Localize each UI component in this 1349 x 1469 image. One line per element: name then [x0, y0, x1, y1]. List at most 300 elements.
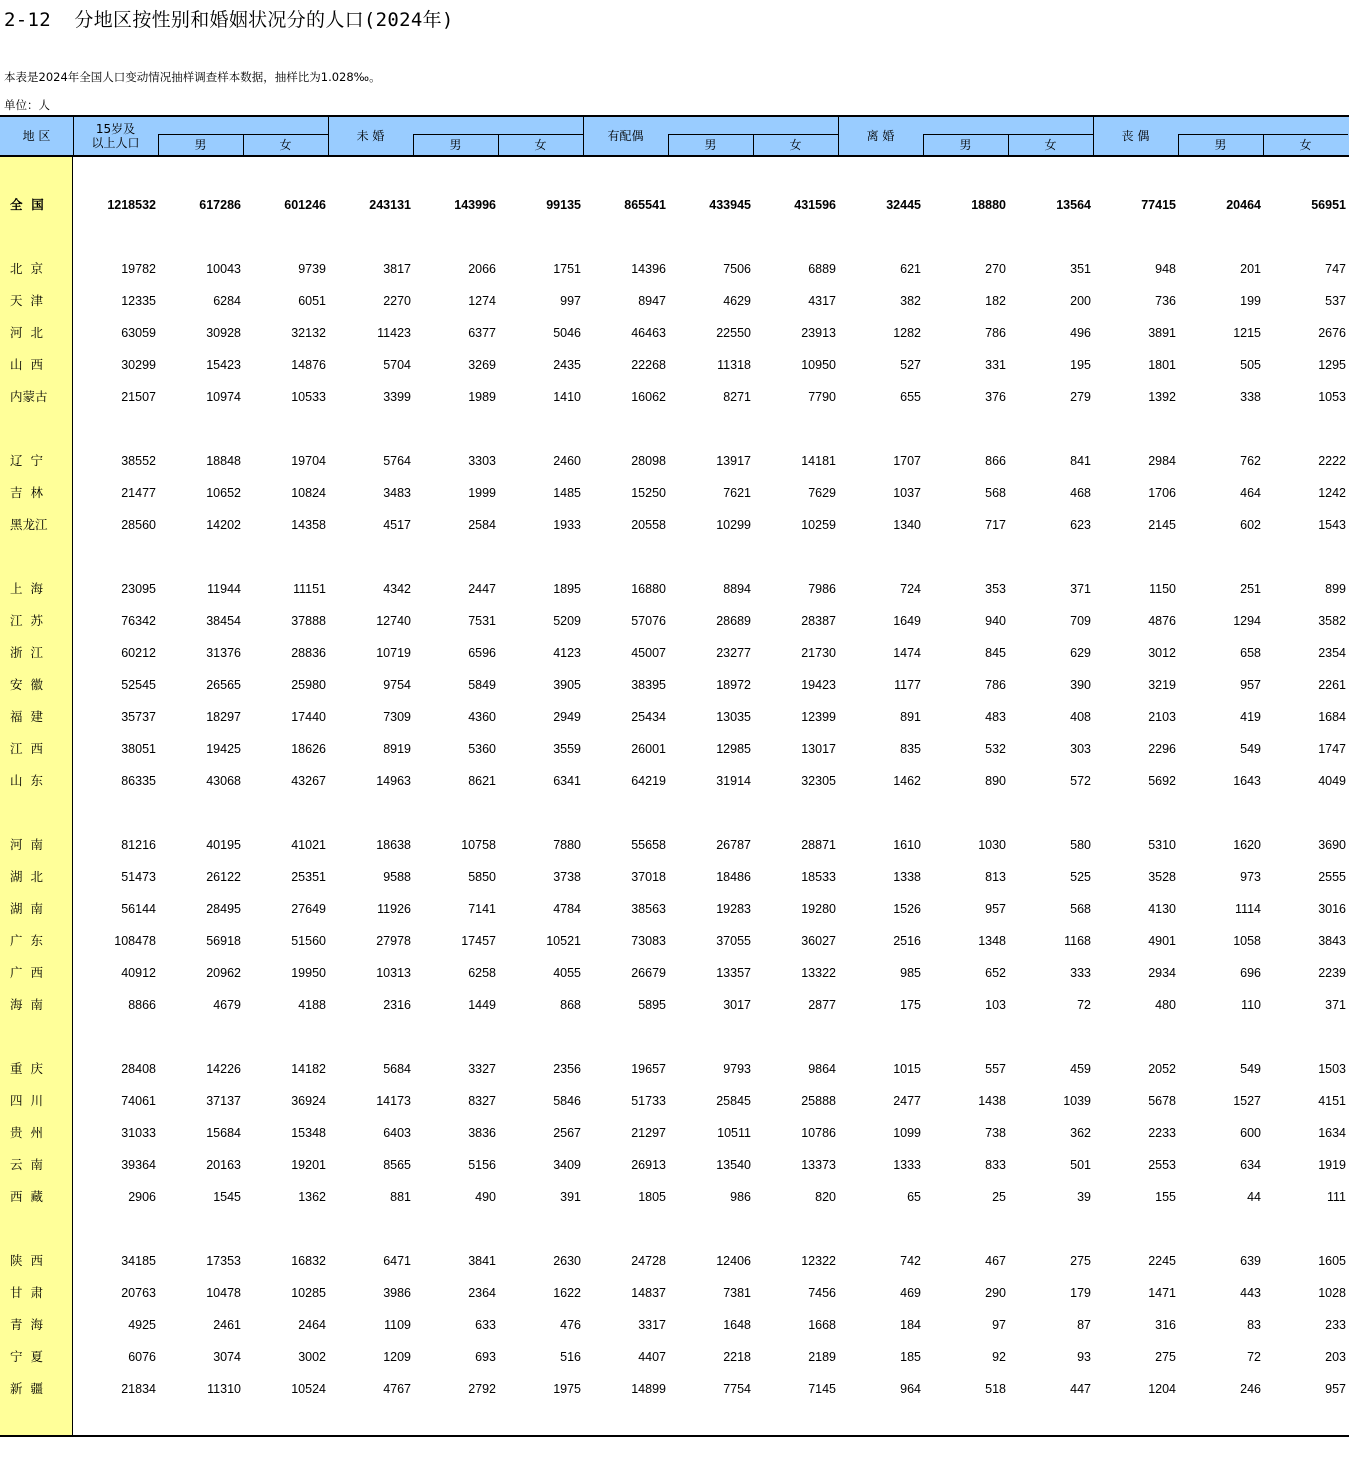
region-label: 江 苏: [10, 613, 43, 628]
region-label: 黑龙江: [10, 517, 48, 532]
table-cell: 532: [985, 742, 1006, 756]
table-cell: 1471: [1148, 1286, 1176, 1300]
table-cell: 11151: [293, 582, 326, 596]
header-sub-column-divider: [1178, 134, 1179, 155]
header-group-0: 15岁及 以上人口: [91, 122, 140, 150]
table-cell: 3327: [468, 1062, 496, 1076]
table-cell: 9754: [383, 678, 411, 692]
table-cell: 2984: [1148, 454, 1176, 468]
table-cell: 985: [900, 966, 921, 980]
table-cell: 6284: [213, 294, 241, 308]
table-cell: 8919: [383, 742, 411, 756]
table-cell: 35737: [121, 710, 156, 724]
table-cell: 21507: [121, 390, 156, 404]
header-sub-column-divider: [923, 134, 924, 155]
table-cell: 5046: [553, 326, 581, 340]
table-cell: 185: [900, 1350, 921, 1364]
table-cell: 5678: [1148, 1094, 1176, 1108]
table-cell: 1526: [893, 902, 921, 916]
table-cell: 948: [1155, 262, 1176, 276]
table-cell: 8894: [723, 582, 751, 596]
table-cell: 4049: [1318, 774, 1346, 788]
table-cell: 20163: [206, 1158, 241, 1172]
region-label: 四 川: [10, 1093, 43, 1108]
table-cell: 38454: [206, 614, 241, 628]
table-cell: 2447: [468, 582, 496, 596]
table-cell: 270: [985, 262, 1006, 276]
table-cell: 1706: [1148, 486, 1176, 500]
region-label: 山 东: [10, 773, 43, 788]
table-cell: 1747: [1318, 742, 1346, 756]
table-cell: 2477: [893, 1094, 921, 1108]
table-cell: 973: [1240, 870, 1261, 884]
table-cell: 2354: [1318, 646, 1346, 660]
table-cell: 1348: [978, 934, 1006, 948]
table-cell: 28495: [206, 902, 241, 916]
table-cell: 4901: [1148, 934, 1176, 948]
table-cell: 4188: [298, 998, 326, 1012]
table-cell: 940: [985, 614, 1006, 628]
table-cell: 2906: [128, 1190, 156, 1204]
table-cell: 3317: [638, 1318, 666, 1332]
table-cell: 600: [1240, 1126, 1261, 1140]
region-label: 甘 肃: [10, 1285, 43, 1300]
table-cell: 14202: [206, 518, 241, 532]
table-cell: 18848: [206, 454, 241, 468]
table-cell: 10478: [206, 1286, 241, 1300]
table-cell: 1150: [1149, 582, 1176, 596]
header-male-1: 男: [449, 138, 462, 152]
table-cell: 6341: [553, 774, 581, 788]
table-cell: 19782: [121, 262, 156, 276]
region-label: 湖 南: [10, 901, 43, 916]
table-cell: 11318: [717, 358, 751, 372]
table-cell: 26122: [206, 870, 241, 884]
table-cell: 1462: [893, 774, 921, 788]
table-cell: 813: [985, 870, 1006, 884]
table-cell: 40195: [206, 838, 241, 852]
table-cell: 4130: [1148, 902, 1176, 916]
table-cell: 2103: [1148, 710, 1176, 724]
table-cell: 572: [1070, 774, 1091, 788]
table-cell: 2553: [1148, 1158, 1176, 1172]
table-cell: 40912: [121, 966, 156, 980]
region-label: 安 徽: [10, 677, 43, 692]
table-cell: 1039: [1063, 1094, 1091, 1108]
table-cell: 5846: [553, 1094, 581, 1108]
table-cell: 1109: [384, 1318, 411, 1332]
table-cell: 1015: [893, 1062, 921, 1076]
table-cell: 549: [1240, 742, 1261, 756]
table-cell: 65: [907, 1190, 921, 1204]
table-cell: 5209: [553, 614, 581, 628]
table-cell: 19283: [716, 902, 751, 916]
table-cell: 957: [1240, 678, 1261, 692]
table-cell: 41021: [291, 838, 326, 852]
table-cell: 602: [1240, 518, 1261, 532]
table-cell: 14181: [801, 454, 836, 468]
table-cell: 10758: [461, 838, 496, 852]
table-cell: 1622: [553, 1286, 581, 1300]
table-cell: 1099: [893, 1126, 921, 1140]
table-cell: 2270: [383, 294, 411, 308]
table-cell: 31033: [121, 1126, 156, 1140]
table-cell: 476: [560, 1318, 581, 1332]
table-cell: 30299: [121, 358, 156, 372]
table-cell: 3905: [553, 678, 581, 692]
table-cell: 51560: [291, 934, 326, 948]
table-cell: 7145: [808, 1382, 836, 1396]
table-cell: 18486: [716, 870, 751, 884]
table-cell: 1338: [893, 870, 921, 884]
region-label: 河 南: [10, 837, 43, 852]
table-cell: 655: [900, 390, 921, 404]
table-cell: 1218532: [107, 198, 156, 212]
region-label: 宁 夏: [10, 1349, 43, 1364]
table-cell: 1620: [1233, 838, 1261, 852]
table-cell: 833: [985, 1158, 1006, 1172]
table-cell: 2316: [383, 998, 411, 1012]
table-cell: 7986: [808, 582, 836, 596]
table-cell: 3843: [1318, 934, 1346, 948]
table-cell: 3074: [213, 1350, 241, 1364]
table-cell: 15423: [206, 358, 241, 372]
table-cell: 371: [1325, 998, 1346, 1012]
table-cell: 23277: [716, 646, 751, 660]
table-cell: 81216: [121, 838, 156, 852]
table-cell: 1643: [1233, 774, 1261, 788]
table-cell: 18638: [376, 838, 411, 852]
table-cell: 2792: [468, 1382, 496, 1396]
table-cell: 634: [1240, 1158, 1261, 1172]
table-cell: 28871: [801, 838, 836, 852]
table-cell: 2189: [808, 1350, 836, 1364]
table-cell: 1449: [468, 998, 496, 1012]
table-cell: 10259: [801, 518, 836, 532]
table-cell: 1274: [468, 294, 496, 308]
header-group-3: 离 婚: [866, 129, 895, 143]
table-cell: 143996: [454, 198, 496, 212]
table-cell: 391: [560, 1190, 581, 1204]
table-cell: 8947: [638, 294, 666, 308]
table-cell: 537: [1325, 294, 1346, 308]
table-cell: 14963: [376, 774, 411, 788]
table-cell: 10719: [376, 646, 411, 660]
region-label: 河 北: [10, 325, 43, 340]
table-cell: 2461: [213, 1318, 241, 1332]
table-cell: 736: [1155, 294, 1176, 308]
table-cell: 13357: [716, 966, 751, 980]
table-cell: 7531: [468, 614, 496, 628]
table-cell: 52545: [121, 678, 156, 692]
table-cell: 490: [475, 1190, 496, 1204]
table-cell: 7629: [808, 486, 836, 500]
table-cell: 10043: [206, 262, 241, 276]
table-cell: 18626: [291, 742, 326, 756]
table-cell: 13322: [801, 966, 836, 980]
table-cell: 1751: [553, 262, 581, 276]
table-cell: 2877: [808, 998, 836, 1012]
table-cell: 38395: [631, 678, 666, 692]
population-table: [0, 115, 1349, 1438]
table-cell: 275: [1155, 1350, 1176, 1364]
table-cell: 7754: [723, 1382, 751, 1396]
table-cell: 505: [1240, 358, 1261, 372]
table-cell: 22268: [631, 358, 666, 372]
table-cell: 2364: [468, 1286, 496, 1300]
header-sub-column-divider: [1263, 134, 1264, 155]
table-cell: 17457: [461, 934, 496, 948]
table-cell: 19425: [206, 742, 241, 756]
region-label: 湖 北: [10, 869, 43, 884]
table-cell: 39364: [121, 1158, 156, 1172]
region-label: 北 京: [10, 261, 43, 276]
header-sub-column-divider: [243, 134, 244, 155]
table-cell: 568: [985, 486, 1006, 500]
table-cell: 621: [900, 262, 921, 276]
table-cell: 3002: [298, 1350, 326, 1364]
table-cell: 175: [900, 998, 921, 1012]
table-cell: 20763: [121, 1286, 156, 1300]
table-cell: 433945: [709, 198, 751, 212]
table-cell: 13564: [1056, 198, 1091, 212]
header-female-2: 女: [789, 138, 802, 152]
table-cell: 111: [1326, 1190, 1346, 1204]
table-cell: 179: [1070, 1286, 1091, 1300]
table-cell: 696: [1240, 966, 1261, 980]
table-cell: 290: [985, 1286, 1006, 1300]
table-cell: 31376: [206, 646, 241, 660]
table-cell: 10299: [716, 518, 751, 532]
table-cell: 1707: [893, 454, 921, 468]
table-cell: 3738: [553, 870, 581, 884]
header-group-divider: [73, 117, 74, 155]
unit-label: 单位：人: [4, 98, 50, 112]
table-cell: 1527: [1233, 1094, 1261, 1108]
table-cell: 8866: [128, 998, 156, 1012]
table-cell: 30928: [206, 326, 241, 340]
table-cell: 4629: [723, 294, 751, 308]
table-cell: 1989: [468, 390, 496, 404]
table-cell: 12399: [801, 710, 836, 724]
table-cell: 26913: [631, 1158, 666, 1172]
table-cell: 447: [1070, 1382, 1091, 1396]
table-cell: 7790: [808, 390, 836, 404]
table-cell: 1168: [1064, 934, 1091, 948]
table-cell: 1649: [893, 614, 921, 628]
region-label: 福 建: [10, 709, 43, 724]
table-cell: 8565: [383, 1158, 411, 1172]
region-label: 上 海: [10, 581, 43, 596]
table-cell: 97: [992, 1318, 1006, 1332]
region-label: 吉 林: [10, 485, 43, 500]
table-cell: 6889: [808, 262, 836, 276]
table-cell: 316: [1155, 1318, 1176, 1332]
table-cell: 15684: [206, 1126, 241, 1140]
table-cell: 2460: [553, 454, 581, 468]
table-cell: 203: [1325, 1350, 1346, 1364]
table-cell: 72: [1077, 998, 1091, 1012]
table-cell: 56951: [1311, 198, 1346, 212]
table-cell: 986: [730, 1190, 751, 1204]
table-cell: 2567: [553, 1126, 581, 1140]
table-cell: 1975: [553, 1382, 581, 1396]
table-cell: 27649: [291, 902, 326, 916]
table-cell: 1028: [1318, 1286, 1346, 1300]
table-cell: 3841: [468, 1254, 496, 1268]
table-cell: 4407: [638, 1350, 666, 1364]
table-cell: 3303: [468, 454, 496, 468]
table-cell: 36027: [801, 934, 836, 948]
table-cell: 25888: [801, 1094, 836, 1108]
table-cell: 1410: [553, 390, 581, 404]
table-cell: 279: [1070, 390, 1091, 404]
table-cell: 3836: [468, 1126, 496, 1140]
table-cell: 38051: [121, 742, 156, 756]
table-cell: 467: [985, 1254, 1006, 1268]
table-cell: 7309: [383, 710, 411, 724]
table-cell: 899: [1325, 582, 1346, 596]
table-cell: 64219: [631, 774, 666, 788]
table-cell: 32305: [801, 774, 836, 788]
table-cell: 717: [985, 518, 1006, 532]
table-cell: 5895: [638, 998, 666, 1012]
region-label: 陕 西: [10, 1253, 43, 1268]
table-cell: 18880: [971, 198, 1006, 212]
table-cell: 2239: [1318, 966, 1346, 980]
table-cell: 2356: [553, 1062, 581, 1076]
table-cell: 2145: [1148, 518, 1176, 532]
table-cell: 2464: [298, 1318, 326, 1332]
table-cell: 4679: [213, 998, 241, 1012]
table-cell: 10652: [206, 486, 241, 500]
table-cell: 19704: [291, 454, 326, 468]
table-cell: 747: [1325, 262, 1346, 276]
table-cell: 14173: [376, 1094, 411, 1108]
table-cell: 496: [1070, 326, 1091, 340]
table-cell: 459: [1070, 1062, 1091, 1076]
table-cell: 1503: [1318, 1062, 1346, 1076]
table-cell: 1333: [893, 1158, 921, 1172]
table-cell: 26787: [716, 838, 751, 852]
table-cell: 419: [1240, 710, 1261, 724]
table-cell: 1805: [638, 1190, 666, 1204]
table-cell: 431596: [794, 198, 836, 212]
table-cell: 246: [1240, 1382, 1261, 1396]
header-sub-column-divider: [413, 134, 414, 155]
table-cell: 742: [900, 1254, 921, 1268]
table-cell: 6076: [128, 1350, 156, 1364]
table-cell: 23913: [801, 326, 836, 340]
table-cell: 629: [1070, 646, 1091, 660]
table-cell: 99135: [546, 198, 581, 212]
table-cell: 2296: [1148, 742, 1176, 756]
table-cell: 18972: [716, 678, 751, 692]
table-cell: 26679: [631, 966, 666, 980]
table-cell: 8271: [723, 390, 751, 404]
table-cell: 7456: [808, 1286, 836, 1300]
table-cell: 868: [560, 998, 581, 1012]
table-cell: 1294: [1233, 614, 1261, 628]
table-cell: 5360: [468, 742, 496, 756]
table-cell: 19657: [631, 1062, 666, 1076]
table-cell: 110: [1241, 998, 1261, 1012]
table-cell: 10313: [376, 966, 411, 980]
table-cell: 5849: [468, 678, 496, 692]
table-cell: 4876: [1148, 614, 1176, 628]
table-cell: 38552: [121, 454, 156, 468]
table-cell: 1282: [893, 326, 921, 340]
table-cell: 12322: [801, 1254, 836, 1268]
header-group-2: 有配偶: [607, 129, 644, 143]
table-cell: 527: [900, 358, 921, 372]
table-cell: 14182: [291, 1062, 326, 1076]
table-cell: 5692: [1148, 774, 1176, 788]
table-cell: 738: [985, 1126, 1006, 1140]
table-cell: 2052: [1148, 1062, 1176, 1076]
table-cell: 43267: [291, 774, 326, 788]
table-cell: 14396: [631, 262, 666, 276]
table-cell: 6258: [468, 966, 496, 980]
table-cell: 382: [900, 294, 921, 308]
table-cell: 8327: [468, 1094, 496, 1108]
region-label: 浙 江: [10, 645, 43, 660]
table-cell: 4767: [383, 1382, 411, 1396]
header-group-1: 未 婚: [356, 129, 385, 143]
table-cell: 37888: [291, 614, 326, 628]
table-cell: 56918: [206, 934, 241, 948]
table-cell: 841: [1070, 454, 1091, 468]
table-cell: 86335: [121, 774, 156, 788]
table-cell: 4360: [468, 710, 496, 724]
table-cell: 617286: [199, 198, 241, 212]
table-cell: 2676: [1318, 326, 1346, 340]
header-group-divider: [328, 117, 329, 155]
table-cell: 19950: [291, 966, 326, 980]
table-cell: 1610: [893, 838, 921, 852]
table-cell: 10786: [801, 1126, 836, 1140]
table-cell: 10524: [291, 1382, 326, 1396]
table-cell: 1605: [1318, 1254, 1346, 1268]
table-cell: 8621: [468, 774, 496, 788]
table-cell: 4151: [1318, 1094, 1346, 1108]
table-cell: 51473: [121, 870, 156, 884]
table-cell: 549: [1240, 1062, 1261, 1076]
table-cell: 10521: [546, 934, 581, 948]
table-cell: 27978: [376, 934, 411, 948]
table-cell: 331: [985, 358, 1006, 372]
region-label: 海 南: [10, 997, 43, 1012]
table-cell: 1114: [1235, 902, 1261, 916]
table-cell: 1474: [893, 646, 921, 660]
table-cell: 639: [1240, 1254, 1261, 1268]
table-cell: 23095: [121, 582, 156, 596]
table-cell: 3559: [553, 742, 581, 756]
table-cell: 26565: [206, 678, 241, 692]
region-label: 新 疆: [10, 1381, 43, 1396]
table-cell: 724: [900, 582, 921, 596]
region-label: 广 西: [10, 965, 43, 980]
table-cell: 46463: [631, 326, 666, 340]
table-cell: 37018: [631, 870, 666, 884]
table-cell: 10511: [717, 1126, 751, 1140]
table-cell: 87: [1077, 1318, 1091, 1332]
table-cell: 957: [985, 902, 1006, 916]
table-cell: 6471: [383, 1254, 411, 1268]
table-cell: 5684: [383, 1062, 411, 1076]
region-label: 江 西: [10, 741, 43, 756]
table-cell: 4055: [553, 966, 581, 980]
